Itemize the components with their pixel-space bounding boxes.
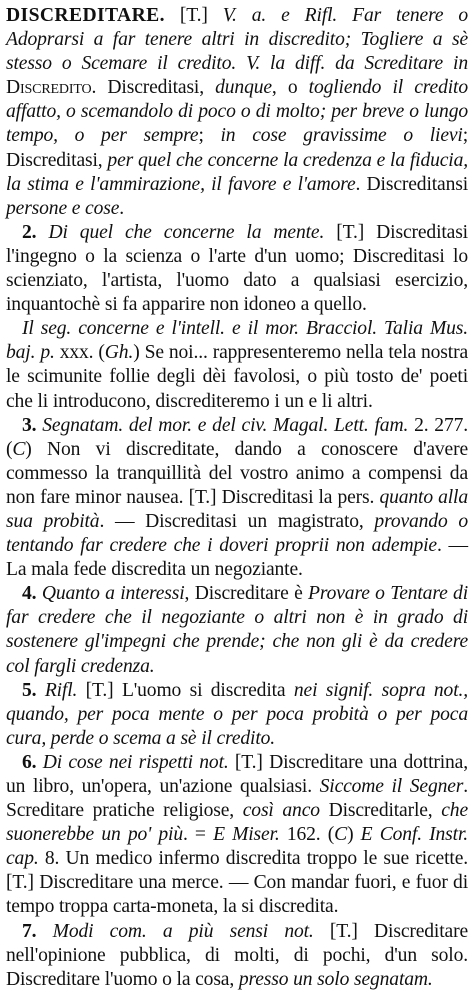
sense-number: 3. — [22, 414, 43, 436]
entry-paragraph-citation — [6, 317, 468, 413]
sense-number: 6. — [22, 751, 43, 773]
italic-run: provando o tentando far credere che i doveri proprii non adempie — [6, 510, 468, 557]
entry-paragraph-sense-2 — [6, 221, 468, 317]
text-run: ) Se noi... rappresenteremo nella tela nostra le scimunite follie degli dèi favolosi, o più tosto de' poeti che li introducono, discrediteremo i un e li altri. — [6, 342, 468, 412]
italic-run: per quel che concerne la credenza e la fiducia, la stima e l'ammirazione, il favore e l'amore — [6, 149, 468, 195]
text-run: ) — [347, 824, 361, 846]
text-run: [T.] — [164, 5, 223, 26]
italic-run: così anco — [242, 800, 320, 822]
text-run: [T.] Discreditare nell'opinione pubblica, di molti, di pochi, d'un solo. Discreditare l'uomo o la cosa, — [6, 920, 468, 990]
italic-run: quanto alla sua probità — [6, 486, 468, 532]
text-run: . = — [182, 824, 214, 846]
italic-run: Quanto a interessi — [41, 583, 185, 605]
entry-paragraph-sense-3 — [6, 414, 468, 583]
italic-run: C — [334, 824, 348, 846]
italic-run: nei signif. sopra not., quando, per poca mente o per poca probità o per poca cura, perde o scema a sè il credito. — [6, 679, 468, 749]
italic-run: che suonerebbe un po' più — [6, 800, 468, 846]
entry-paragraph-sense-5 — [6, 679, 468, 751]
sense-number: 5. — [22, 679, 45, 701]
italic-run: Modi com. a più sensi not. — [52, 920, 314, 942]
italic-run: E Miser. — [213, 824, 280, 846]
text-run: . — Discreditasi un magistrato, — [99, 510, 375, 532]
entry-paragraph-sense-7 — [6, 920, 468, 992]
italic-run: in cose gravissime o lievi — [220, 125, 463, 147]
italic-run: Rifl. — [44, 679, 78, 701]
italic-run: Di cose nei rispetti not. — [42, 751, 229, 773]
headword: DISCREDITARE. — [6, 5, 165, 26]
text-run: ; — [198, 125, 221, 147]
text-run: ) Non vi discreditate, dando a conoscere d'avere commesso la tranquillità del vostro animo a compensi da non fare minor nausea. [T.] Discreditasi la pers. — [6, 438, 468, 508]
text-run: . Discreditasi, — [91, 77, 216, 99]
text-run: . Discreditansi — [355, 173, 468, 195]
italic-run: Di quel che concerne la mente. — [48, 221, 325, 243]
italic-run: Gh. — [104, 342, 134, 364]
text-run: [T.] Discreditare una dottrina, un libro, un'opera, un'azione qualsiasi. — [6, 751, 468, 797]
text-run: , o — [271, 77, 309, 99]
text-run: Discreditarle, — [319, 800, 442, 822]
entry-paragraph-sense-4 — [6, 582, 468, 678]
text-run: xxx. ( — [54, 342, 105, 364]
italic-run: Siccome il Segner — [319, 776, 464, 797]
italic-run: Segnatam. del mor. e del civ. Magal. Lett. fam. — [42, 414, 409, 436]
text-run: . — La mala fede discredita un negoziante. — [6, 535, 468, 581]
italic-run: C — [12, 438, 26, 460]
italic-run: togliendo il credito affatto, o scemandolo di poco o di molto; per breve o lungo tempo, o per sempre — [6, 77, 468, 147]
italic-run: dunque — [215, 77, 272, 99]
entry-paragraph-sense-6 — [6, 751, 468, 920]
entry-paragraph-definition — [6, 4, 468, 221]
text-run: [T.] Discreditasi l'ingegno o la scienza o l'arte d'un uomo; Discreditasi lo scienziato, l'artista, l'uomo dato a qualsiasi esercizio, inquantochè si fa apparire non idoneo a quello. — [6, 221, 468, 316]
sense-number: 4. — [22, 583, 42, 605]
text-run: 8. Un medico infermo discredita troppo le sue ricette. [T.] Discreditare una merce. — Con mandar fuori, e fuor di tempo troppa carta-moneta, la si discredita. — [6, 848, 468, 918]
italic-run: Il seg. concerne e l'intell. e il mor. Bracciol. Talia Mus. baj. p. — [6, 318, 468, 364]
italic-run: Provare o Tentare di far credere che il negoziante o altri non è in grado di sostenere gl'impegni che prende; che non gli è da credere col fargli credenza. — [6, 583, 468, 677]
text-run: 162. ( — [279, 824, 335, 846]
text-run: 2. 277. ( — [6, 414, 468, 460]
italic-run: presso un solo segnatam. — [238, 968, 433, 990]
text-run: . Screditare pratiche religiose, — [6, 776, 469, 822]
text-run: , Discreditare è — [184, 583, 309, 605]
italic-run: persone e cose — [6, 197, 120, 219]
sense-number: 7. — [22, 920, 53, 942]
italic-run: V. a. e Rifl. Far tenere o Adoprarsi a far tenere altri in discredito; Togliere a sè stesso o Scemare il credito. V. la diff. da Screditare in — [6, 5, 469, 75]
small-caps-run: Discredito — [6, 77, 92, 99]
italic-run: E Conf. Instr. cap. — [6, 824, 469, 870]
sense-number: 2. — [22, 221, 49, 243]
text-run: ; Discreditasi, — [6, 125, 468, 171]
text-run: [T.] L'uomo si discredita — [77, 679, 294, 701]
text-run: . — [119, 197, 124, 219]
